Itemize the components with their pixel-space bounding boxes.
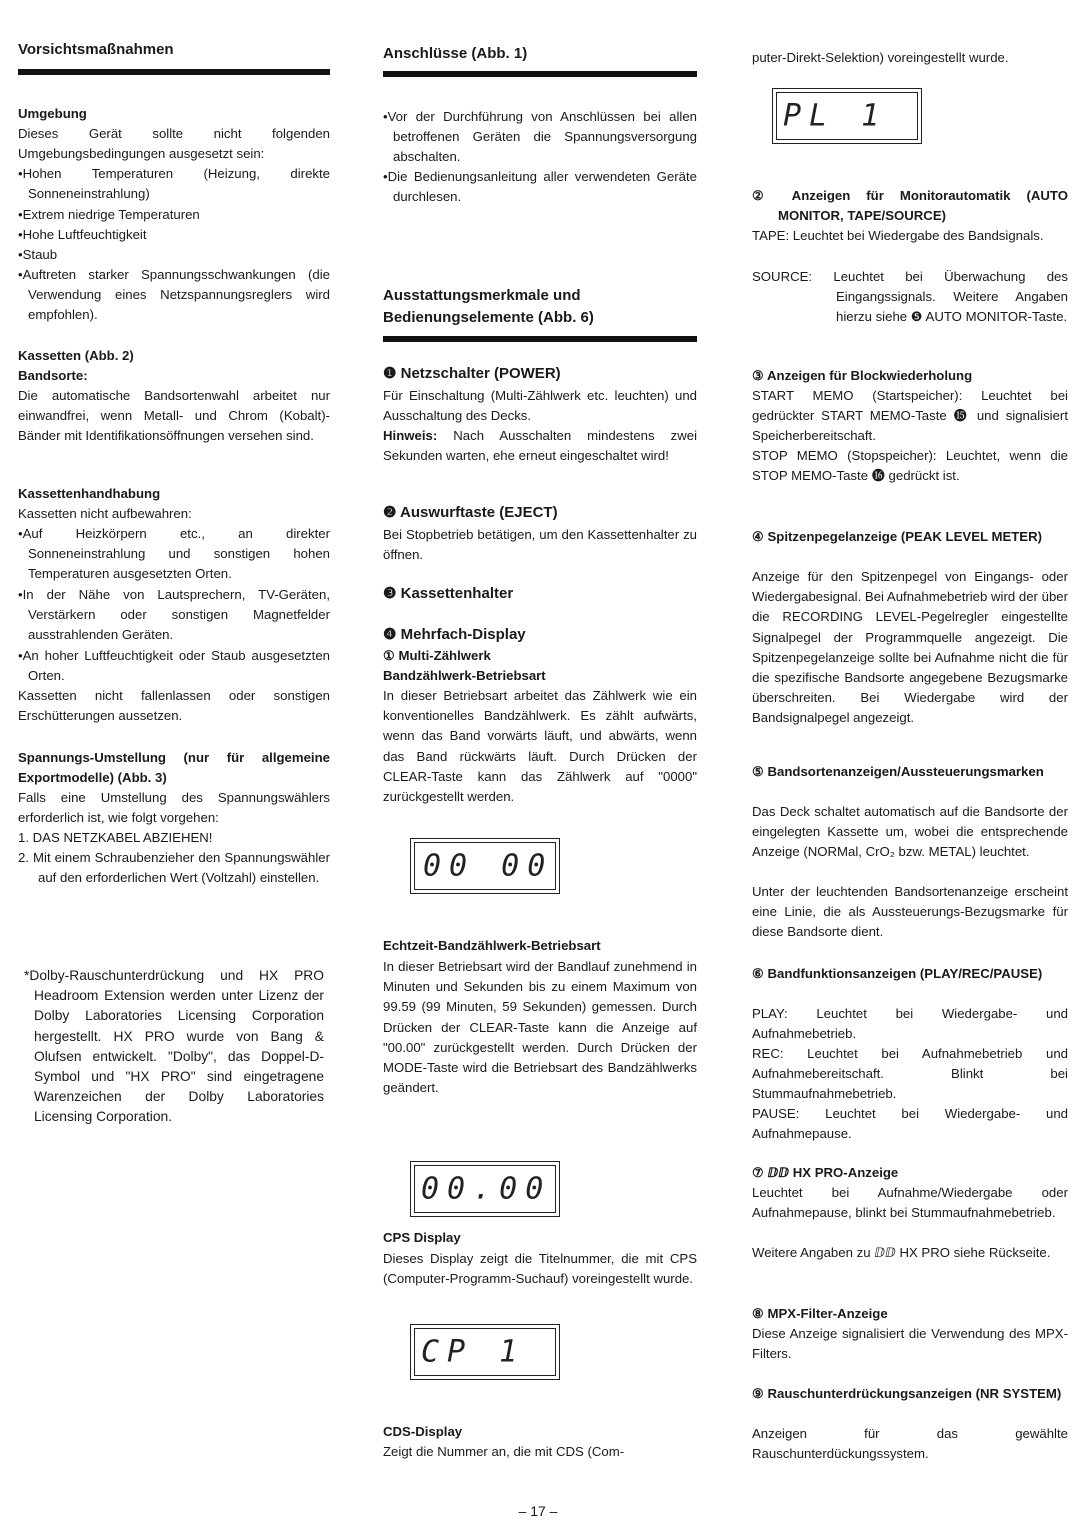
- lcd-cds-display: PL 1: [772, 88, 922, 144]
- cps-title: CPS Display: [383, 1230, 461, 1245]
- anschluss-item: •Vor der Durchführung von Anschlüssen bei allen betroffenen Geräten die Spannungsversorgung abschalten.: [383, 109, 697, 165]
- echtzeit-title: Echtzeit-Bandzählwerk-Betriebsart: [383, 938, 601, 953]
- s5-text1: Das Deck schaltet automatisch auf die Bandsorte der eingelegten Kassette um, wobei die entsprechende Anzeige (NORMal, CrO₂ bzw. METAL) leuchtet.: [752, 804, 1068, 860]
- s4-title: ④ Spitzenpegelanzeige (PEAK LEVEL METER): [752, 529, 1043, 544]
- handhabung-title: Kassettenhandhabung: [18, 486, 161, 501]
- s2-source: SOURCE: Leuchtet bei Überwachung des Eingangssignals. Weitere Angaben hierzu siehe ❺ AUTO MONITOR-Taste.: [752, 269, 1068, 325]
- s8-title: ⑧ MPX-Filter-Anzeige: [752, 1306, 888, 1321]
- handhabung-item: •In der Nähe von Lautsprechern, TV-Geräten, Verstärkern oder sonstigen Magnetfelder ausstrahlenden Geräten.: [18, 587, 330, 643]
- s9-title: ⑨ Rauschunterdrückungsanzeigen (NR SYSTEM): [752, 1386, 1062, 1401]
- s6-rec: REC: Leuchtet bei Aufnahmebetrieb und Aufnahmebereitschaft. Blinkt bei Stummaufnahmebetrieb.: [752, 1046, 1068, 1102]
- heading-rule: [383, 336, 697, 342]
- power-hint-text: Nach Ausschalten mindestens zwei Sekunden warten, ehe erneut eingeschaltet wird!: [383, 428, 697, 464]
- s9-text: Anzeigen für das gewählte Rauschunterdückungssystem.: [752, 1426, 1068, 1462]
- heading-rule: [383, 71, 697, 77]
- power-hint: [383, 426, 697, 466]
- power-title: ❶ Netzschalter (POWER): [383, 365, 561, 382]
- heading-anschluesse: Anschlüsse (Abb. 1): [383, 45, 528, 62]
- heading-ausstattung-line1: Ausstattungsmerkmale und: [383, 287, 581, 304]
- handhabung-item: •Auf Heizkörpern etc., an direkter Sonneneinstrahlung und sonstigen hohen Temperaturen ausgesetzten Orten.: [18, 526, 330, 582]
- spannung-title: Spannungs-Umstellung (nur für allgemeine Exportmodelle) (Abb. 3): [18, 750, 330, 786]
- multi-title: ① Multi-Zählwerk: [383, 648, 491, 663]
- page-number: – 17 –: [518, 1503, 558, 1519]
- umgebung-intro: Dieses Gerät sollte nicht folgenden Umgebungsbedingungen ausgesetzt sein:: [18, 126, 330, 162]
- lcd-realtime-display: 00.00: [410, 1161, 560, 1217]
- halter-title: ❸ Kassettenhalter: [383, 585, 514, 602]
- umgebung-title: Umgebung: [18, 106, 87, 121]
- umgebung-item: •Extrem niedrige Temperaturen: [18, 207, 200, 222]
- handhabung-intro: Kassetten nicht aufbewahren:: [18, 506, 192, 521]
- cds-text: Zeigt die Nummer an, die mit CDS (Com-: [383, 1444, 625, 1459]
- lcd-cps-display: CP 1: [410, 1324, 560, 1380]
- heading-ausstattung-line2: Bedienungselemente (Abb. 6): [383, 309, 594, 326]
- s6-play: PLAY: Leuchtet bei Wiedergabe- und Aufnahmebetrieb.: [752, 1006, 1068, 1042]
- bandsorte-title: Bandsorte:: [18, 368, 88, 383]
- spannung-intro: Falls eine Umstellung des Spannungswählers erforderlich ist, wie folgt vorgehen:: [18, 790, 330, 826]
- s5-text2: Unter der leuchtenden Bandsortenanzeige erscheint eine Linie, die als Aussteuerungs-Bezugsmarke für diese Bandsorte dient.: [752, 884, 1068, 940]
- s7-text2: Weitere Angaben zu ⅅⅅ HX PRO siehe Rückseite.: [752, 1245, 1051, 1260]
- umgebung-item: •Auftreten starker Spannungsschwankungen (die Verwendung eines Netzspannungsreglers wird empfohlen).: [18, 267, 330, 323]
- heading-rule: [18, 69, 330, 75]
- umgebung-item: •Hohe Luftfeuchtigkeit: [18, 227, 147, 242]
- s3-text2: STOP MEMO (Stopspeicher): Leuchtet, wenn die STOP MEMO-Taste ⓰ gedrückt ist.: [752, 448, 1068, 484]
- cps-text: Dieses Display zeigt die Titelnummer, die mit CPS (Computer-Programm-Suchauf) voreingestellt wurde.: [383, 1251, 697, 1287]
- band-text: In dieser Betriebsart arbeitet das Zählwerk wie ein konventionelles Bandzählwerk. Es zählt aufwärts, wenn das Band vorwärts läuft, und abwärts, wenn das Band rückwärts läuft. Durch Drücken der CLEAR-Taste kann das Zählwerk auf "0000" zurückgestellt werden.: [383, 688, 697, 805]
- cds-title: CDS-Display: [383, 1424, 463, 1439]
- s3-text1: START MEMO (Startspeicher): Leuchtet bei gedrückter START MEMO-Taste ⓯ und signalisiert Speicherbereitschaft.: [752, 388, 1068, 444]
- echtzeit-text: In dieser Betriebsart wird der Bandlauf zunehmend in Minuten und Sekunden bis zu einem Maximum von 99.59 (99 Minuten, 59 Sekunden) gemessen. Durch Drücken der CLEAR-Taste kann die Anzeige auf "00.00" zurückgestellt werden. Durch Drücken der MODE-Taste wird die Betriebsart des Bandzählwerks geändert.: [383, 959, 697, 1096]
- spannung-step-2: 2. Mit einem Schraubenzieher den Spannungswähler auf den erforderlichen Wert (Voltzahl) einstellen.: [18, 850, 330, 886]
- bandsorte-text: Die automatische Bandsortenwahl arbeitet nur einwandfrei, wenn Metall- und Chrom (Kobalt)-Bänder mit Identifikationsöffnungen versehen sind.: [18, 388, 330, 444]
- s4-text: Anzeige für den Spitzenpegel von Eingangs- oder Wiedergabesignal. Bei Aufnahmebetrieb wird der über die RECORDING LEVEL-Pegelregler eingestellte Signalpegel der Programmquelle angezeigt. Die Spitzenpegelanzeige sollte bei Aufnahme nicht die für die spezifische Bandsorte angegebene Bezugsmarke überschreiten. Bei Wiedergabe wird der Bandsignalpegel angezeigt.: [752, 569, 1068, 726]
- spannung-step-1: 1. DAS NETZKABEL ABZIEHEN!: [18, 830, 213, 845]
- umgebung-item: •Staub: [18, 247, 58, 262]
- display-title: ❹ Mehrfach-Display: [383, 626, 526, 643]
- s3-title: ③ Anzeigen für Blockwiederholung: [752, 368, 973, 383]
- s5-title: ⑤ Bandsortenanzeigen/Aussteuerungsmarken: [752, 764, 1044, 779]
- s7-text1: Leuchtet bei Aufnahme/Wiedergabe oder Aufnahmepause, blinkt bei Stummaufnahmebetrieb.: [752, 1185, 1068, 1221]
- eject-title: ❷ Auswurftaste (EJECT): [383, 504, 558, 521]
- s6-pause: PAUSE: Leuchtet bei Wiedergabe- und Aufnahmepause.: [752, 1106, 1068, 1142]
- band-title: Bandzählwerk-Betriebsart: [383, 668, 546, 683]
- handhabung-item: •An hoher Luftfeuchtigkeit oder Staub ausgesetzten Orten.: [18, 648, 330, 684]
- heading-vorsichtsmassnahmen: Vorsichtsmaßnahmen: [18, 41, 174, 58]
- s7-title: ⑦ ⅅⅅ HX PRO-Anzeige: [752, 1165, 899, 1180]
- power-text: Für Einschaltung (Multi-Zählwerk etc. leuchten) und Ausschaltung des Decks.: [383, 388, 697, 424]
- cds-continued: puter-Direkt-Selektion) voreingestellt wurde.: [752, 50, 1009, 65]
- s2-tape: TAPE: Leuchtet bei Wiedergabe des Bandsignals.: [752, 228, 1044, 243]
- s8-text: Diese Anzeige signalisiert die Verwendung des MPX-Filters.: [752, 1326, 1068, 1362]
- kassetten-title: Kassetten (Abb. 2): [18, 348, 134, 363]
- s2-title: ② Anzeigen für Monitorautomatik (AUTO MONITOR, TAPE/SOURCE): [752, 188, 1068, 224]
- power-hint-label: Hinweis:: [383, 428, 438, 443]
- eject-text: Bei Stopbetrieb betätigen, um den Kassettenhalter zu öffnen.: [383, 527, 697, 563]
- umgebung-item: •Hohen Temperaturen (Heizung, direkte Sonneneinstrahlung): [18, 166, 330, 202]
- anschluss-item: •Die Bedienungsanleitung aller verwendeten Geräte durchlesen.: [383, 169, 697, 205]
- dolby-note: *Dolby-Rauschunterdrückung und HX PRO Headroom Extension werden unter Lizenz der Dolby Laboratories Licensing Corporation hergestellt. HX PRO wurde von Bang & Olufsen entwickelt. "Dolby", das Doppel-D-Symbol und "HX PRO" sind eingetragene Warenzeichen der Dolby Laboratories Licensing Corporation.: [24, 968, 324, 1125]
- s6-title: ⑥ Bandfunktionsanzeigen (PLAY/REC/PAUSE): [752, 966, 1043, 981]
- lcd-counter-display: 00 00: [410, 838, 560, 894]
- handhabung-outro: Kassetten nicht fallenlassen oder sonstigen Erschütterungen aussetzen.: [18, 688, 330, 724]
